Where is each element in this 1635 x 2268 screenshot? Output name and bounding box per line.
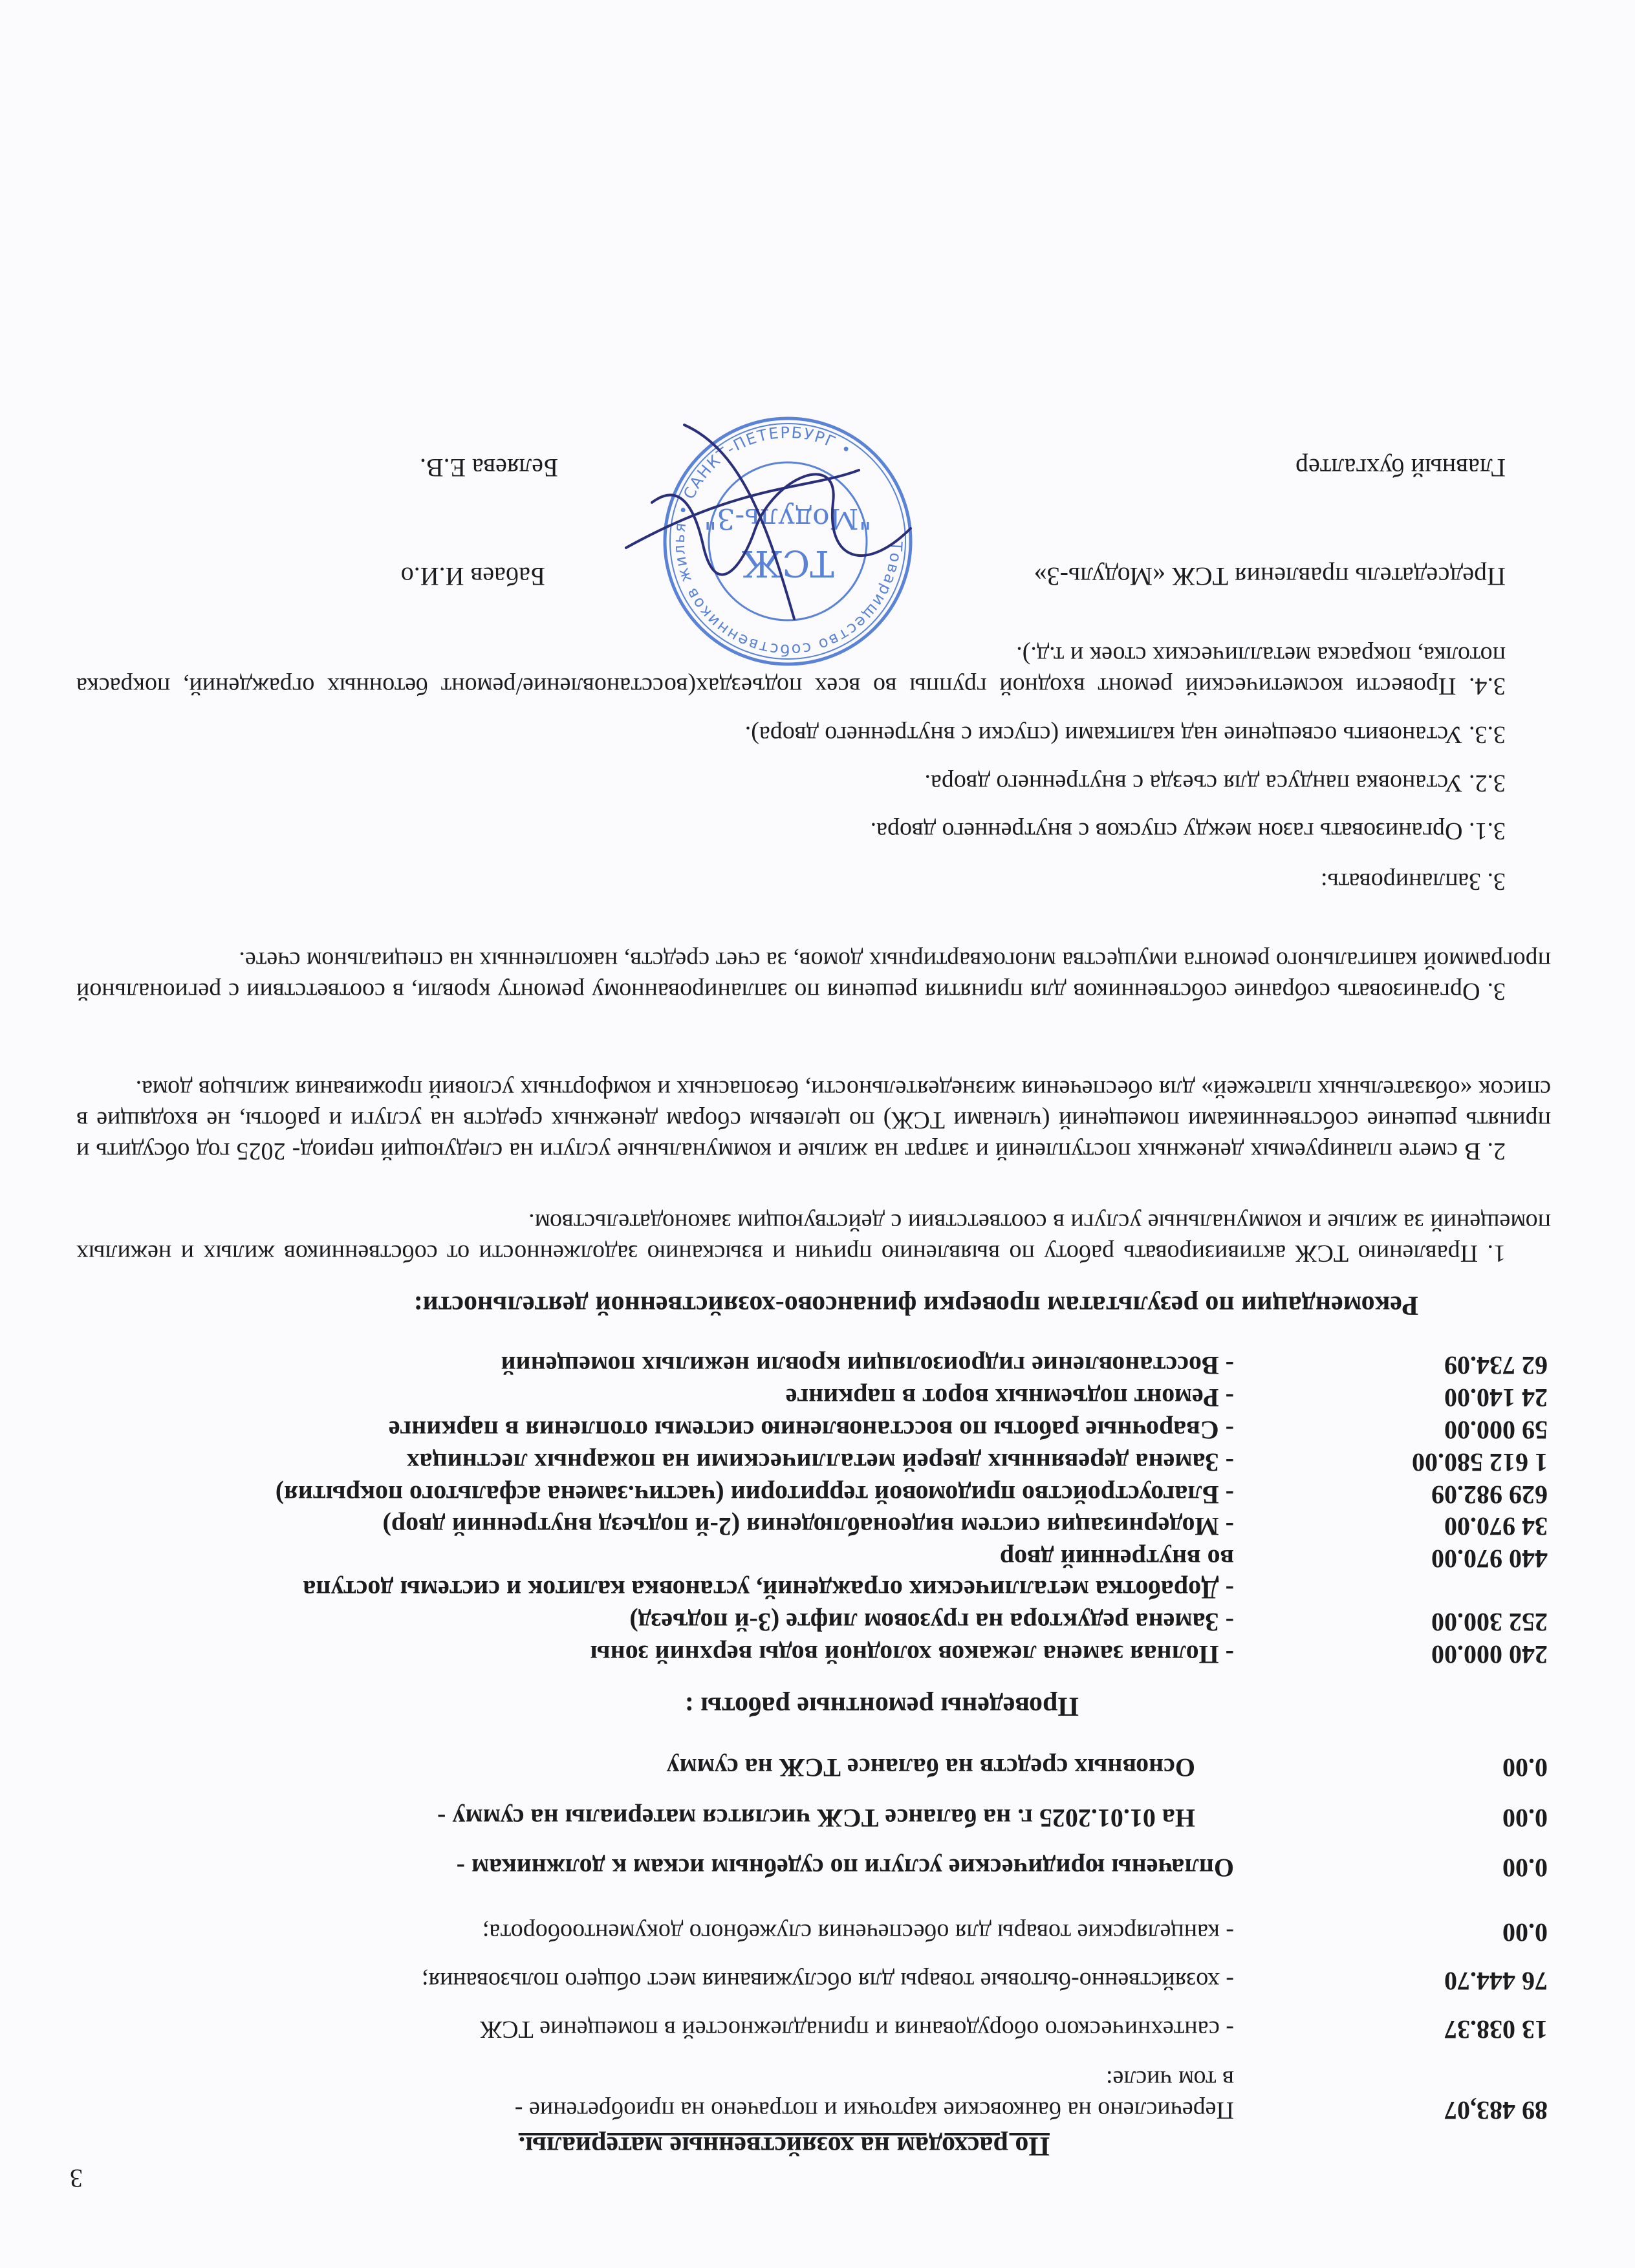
plan-item: 3.4. Провести косметический ремонт входной группы во всех подъездах(восстановление/ремонт бетонных ограждений, покраска потолка, покраска металлических стоек и т.д.). bbox=[76, 642, 1506, 700]
page-number: 3 bbox=[70, 2164, 83, 2193]
repair-item-text: - Восстановление гидроизоляции кровли нежилых помещений bbox=[501, 1351, 1234, 1380]
repair-item-text: - Сварочные работы по восстановлению системы отопления в паркинге bbox=[388, 1416, 1234, 1445]
repair-item-amount: 62 734.09 bbox=[1444, 1351, 1548, 1380]
stamp-inner-line1: ТСЖ bbox=[741, 542, 834, 584]
repair-item-amount: 1 612 580.00 bbox=[1412, 1448, 1548, 1477]
plan-item: 3.1. Организовать газон между спусков с внутреннего двора. bbox=[870, 817, 1506, 845]
repair-item-text: - Замена деревянных дверей металлическими на пожарных лестницах bbox=[406, 1448, 1234, 1477]
repairs-heading: Проведены ремонтные работы : bbox=[684, 1691, 1079, 1721]
expenses-intro-amount: 89 483,07 bbox=[1444, 2096, 1548, 2125]
expense-item-text: - канцелярские товары для обеспечения служебного документооборота; bbox=[482, 1919, 1234, 1946]
fixed-assets-amount: 0.00 bbox=[1502, 1753, 1548, 1782]
recommendation-paragraph: 2. В смете планируемых денежных поступлений и затрат на жилые и коммунальные услуги на следующий период- 2025 год обсудить и принять решение собственниками помещений (членами ТСЖ) по целевым сборам денежных средств на услуги и работы, не входящие в список «обязательных платежей» для обеспечения жизнедеятельности, безопасных и комфортных условий проживания жильцов дома. bbox=[76, 1075, 1551, 1165]
repair-item-text: - Благоустройство придомовой территории (частич.замена асфальтого покрытия) bbox=[275, 1480, 1234, 1509]
plan-item: 3.2. Установка пандуса для съезда с внутреннего двора. bbox=[924, 770, 1506, 797]
repair-item-amount: 34 970.00 bbox=[1444, 1512, 1548, 1541]
expense-item-amount: 13 038.37 bbox=[1444, 2015, 1548, 2044]
repair-item-amount: 252 300.00 bbox=[1431, 1608, 1548, 1637]
repair-item-text: - Полная замена лежаков холодной воды верхний зоны bbox=[590, 1640, 1234, 1669]
plan-item: 3.3. Установить освещение над калитками (спуски с внутреннего двора). bbox=[744, 721, 1506, 748]
expense-item-text: - сантехнического оборудования и принадлежностей в помещение ТСЖ bbox=[480, 2016, 1234, 2043]
stamp-outer-text: Товарищество собственников жилья • САНКТ-ПЕТЕРБУРГ • bbox=[669, 423, 906, 660]
stamp-and-signature bbox=[587, 386, 988, 697]
expenses-intro-line1: Перечислено на банковские карточки и потрачено на приобретение - bbox=[514, 2097, 1234, 2124]
expenses-intro-line2: в том числе: bbox=[1105, 2066, 1234, 2093]
chair-title: Председатель правления ТСЖ «Модуль-3» bbox=[1034, 562, 1506, 591]
expenses-heading: По расходам на хозяйственные материалы. bbox=[518, 2131, 1050, 2161]
repair-item-text: - Ремонт подъемных ворот в паркинге bbox=[785, 1383, 1234, 1412]
stamp-inner-line2: "Модуль-3" bbox=[704, 502, 872, 535]
fixed-assets-text: Основных средств на балансе ТСЖ на сумму bbox=[666, 1753, 1195, 1782]
repair-item-amount: 24 140.00 bbox=[1444, 1383, 1548, 1412]
repair-item-text-continued: во внутренний двор bbox=[999, 1544, 1234, 1573]
repair-item-amount: 240 000.00 bbox=[1431, 1640, 1548, 1669]
accountant-name: Беляева Е.В. bbox=[419, 453, 558, 482]
legal-services-amount: 0.00 bbox=[1502, 1853, 1548, 1883]
recommendation-paragraph: 1. Правлению ТСЖ активизировать работу по выявлению причин и взысканию задолженности от собственников жилых и нежилых помещений за жилые и коммунальные услуги в соответствии с действующим законодательством. bbox=[76, 1209, 1551, 1267]
chair-name: Бабаев И.И.о bbox=[400, 562, 545, 591]
repair-item-text: - Замена редуктора на грузовом лифте (3-й подъезд) bbox=[629, 1608, 1234, 1637]
expense-item-text: - хозяйственно-бытовые товары для обслуживания мест общего пользования; bbox=[421, 1967, 1234, 1994]
repair-item-amount: 629 982.09 bbox=[1431, 1480, 1548, 1509]
materials-balance-text: На 01.01.2025 г. на балансе ТСЖ числятся материалы на сумму - bbox=[437, 1804, 1195, 1833]
repair-item-amount: 440 970.00 bbox=[1431, 1544, 1548, 1573]
plan-heading: 3. Запланировать: bbox=[1320, 868, 1506, 895]
accountant-title: Главный бухгалтер bbox=[1295, 453, 1506, 482]
repair-item-amount: 59 000.00 bbox=[1444, 1416, 1548, 1445]
repair-item-text: - Модернизация систем видеонаблюдения (2-й подъезд внутренний двор) bbox=[382, 1512, 1234, 1541]
recommendation-paragraph: 3. Организовать собрание собственников для принятия решения по запланированному ремонту кровли, в соответствии с региональной программой капитального ремонта имущества многоквартирных домов, за счет средств, накопленных на специальном счете. bbox=[76, 947, 1551, 1005]
expense-item-amount: 0.00 bbox=[1502, 1918, 1548, 1947]
expense-item-amount: 76 444.70 bbox=[1444, 1967, 1548, 1996]
legal-services-text: Оплачены юридические услуги по судебным искам к должникам - bbox=[456, 1853, 1234, 1883]
materials-balance-amount: 0.00 bbox=[1502, 1804, 1548, 1833]
recommendations-heading: Рекомендации по результатам проверки финансово-хозяйственной деятельности: bbox=[413, 1290, 1418, 1320]
repair-item-text: - Доработка металлических ограждений, установка калиток и системы доступа bbox=[303, 1575, 1234, 1604]
